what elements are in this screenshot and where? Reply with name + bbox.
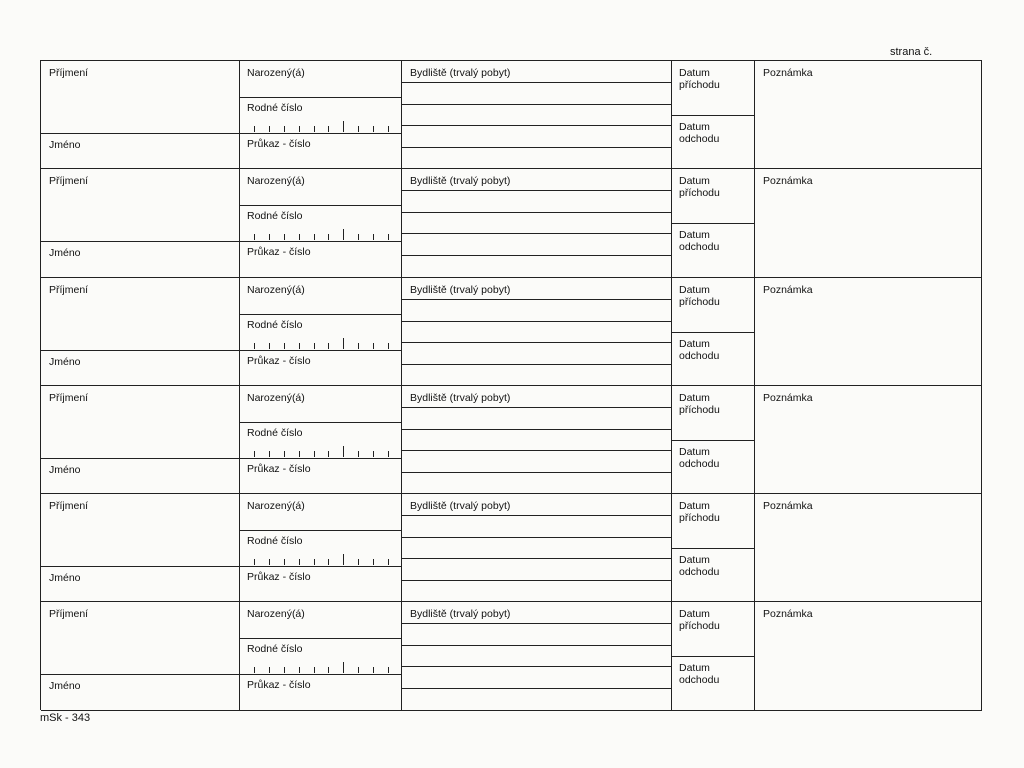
address-cell[interactable] [402, 61, 672, 168]
birth-number-label: Rodné číslo [247, 102, 303, 114]
surname-label: Příjmení [49, 500, 89, 513]
birth-id-cell[interactable] [240, 386, 402, 493]
address-line [402, 82, 671, 83]
born-divider [240, 422, 401, 423]
page-number-label: strana č. [890, 46, 933, 58]
first-name-label: Jméno [49, 572, 81, 585]
digit-tick [388, 343, 389, 349]
arrival-date-label: Datum příchodu [679, 283, 720, 308]
address-line [402, 429, 671, 430]
record-row [41, 494, 982, 602]
digit-tick [328, 234, 329, 240]
birth-number-label: Rodné číslo [247, 535, 303, 548]
arrival-date-label: Datum příchodu [679, 608, 720, 633]
note-cell[interactable] [755, 169, 982, 276]
digit-tick [328, 126, 329, 132]
address-line [402, 688, 671, 689]
address-cell[interactable] [402, 494, 672, 601]
address-cell[interactable] [402, 602, 672, 709]
id-divider [240, 350, 401, 351]
birth-id-cell[interactable] [240, 494, 402, 601]
digit-tick [373, 451, 374, 457]
address-line [402, 537, 671, 538]
digit-tick [358, 126, 359, 132]
form-code: mSk - 343 [40, 712, 91, 724]
dates-divider [672, 440, 754, 441]
digit-tick [269, 559, 270, 565]
birth-number-ticks [254, 339, 387, 349]
record-row [41, 61, 982, 169]
address-line [402, 255, 671, 256]
dates-cell[interactable] [672, 169, 755, 276]
birth-id-cell[interactable] [240, 602, 402, 709]
surname-label: Příjmení [49, 175, 89, 188]
departure-date-label: Datum odchodu [679, 445, 720, 470]
name-divider [41, 133, 239, 134]
address-line [402, 125, 671, 126]
digit-tick [314, 343, 315, 349]
address-line [402, 472, 671, 473]
departure-date-label: Datum odchodu [679, 554, 720, 579]
digit-tick [328, 451, 329, 457]
digit-tick [388, 451, 389, 457]
note-cell[interactable] [755, 278, 982, 385]
id-card-label: Průkaz - číslo [247, 138, 311, 150]
dates-divider [672, 223, 754, 224]
id-divider [240, 133, 401, 134]
record-row [41, 278, 982, 386]
born-label: Narozený(á) [247, 283, 305, 296]
digit-tick [284, 451, 285, 457]
digit-tick [269, 451, 270, 457]
digit-tick [314, 126, 315, 132]
digit-tick [254, 451, 255, 457]
dates-cell[interactable] [672, 278, 755, 385]
address-line [402, 580, 671, 581]
address-line [402, 515, 671, 516]
name-cell[interactable] [41, 61, 240, 168]
digit-tick [254, 667, 255, 673]
address-line [402, 321, 671, 322]
birth-number-label: Rodné číslo [247, 643, 303, 656]
digit-tick [328, 343, 329, 349]
address-label: Bydliště (trvalý pobyt) [410, 283, 511, 296]
digit-tick [388, 667, 389, 673]
address-label: Bydliště (trvalý pobyt) [410, 67, 511, 79]
address-line [402, 299, 671, 300]
birth-number-ticks [254, 663, 387, 673]
first-name-label: Jméno [49, 247, 81, 260]
departure-date-label: Datum odchodu [679, 121, 720, 145]
digit-tick [373, 234, 374, 240]
address-line [402, 645, 671, 646]
id-card-label: Průkaz - číslo [247, 571, 311, 584]
name-divider [41, 674, 239, 675]
digit-tick [343, 338, 344, 349]
digit-tick [343, 229, 344, 240]
digit-tick [388, 234, 389, 240]
note-cell[interactable] [755, 386, 982, 493]
born-divider [240, 638, 401, 639]
digit-tick [299, 126, 300, 132]
digit-tick [343, 554, 344, 565]
arrival-date-label: Datum příchodu [679, 175, 720, 200]
note-cell[interactable] [755, 602, 982, 709]
dates-divider [672, 332, 754, 333]
digit-tick [254, 343, 255, 349]
born-label: Narozený(á) [247, 391, 305, 404]
arrival-date-label: Datum příchodu [679, 500, 720, 525]
id-card-label: Průkaz - číslo [247, 462, 311, 475]
birth-id-cell[interactable] [240, 169, 402, 276]
departure-date-label: Datum odchodu [679, 229, 720, 254]
digit-tick [299, 234, 300, 240]
name-cell[interactable] [41, 494, 240, 601]
birth-number-label: Rodné číslo [247, 426, 303, 439]
name-cell[interactable] [41, 169, 240, 276]
surname-label: Příjmení [49, 67, 89, 79]
digit-tick [328, 667, 329, 673]
arrival-date-label: Datum příchodu [679, 391, 720, 416]
digit-tick [373, 126, 374, 132]
digit-tick [254, 126, 255, 132]
dates-cell[interactable] [672, 386, 755, 493]
name-divider [41, 458, 239, 459]
address-cell[interactable] [402, 169, 672, 276]
birth-number-label: Rodné číslo [247, 210, 303, 223]
digit-tick [358, 234, 359, 240]
name-cell[interactable] [41, 602, 240, 709]
digit-tick [328, 559, 329, 565]
dates-cell[interactable] [672, 602, 755, 709]
address-line [402, 623, 671, 624]
digit-tick [299, 559, 300, 565]
birth-number-ticks [254, 555, 387, 565]
dates-cell[interactable] [672, 61, 755, 168]
address-line [402, 364, 671, 365]
id-divider [240, 674, 401, 675]
digit-tick [314, 234, 315, 240]
digit-tick [314, 667, 315, 673]
digit-tick [358, 451, 359, 457]
id-divider [240, 241, 401, 242]
address-line [402, 558, 671, 559]
born-label: Narozený(á) [247, 608, 305, 621]
digit-tick [254, 559, 255, 565]
address-label: Bydliště (trvalý pobyt) [410, 391, 511, 404]
digit-tick [343, 662, 344, 673]
digit-tick [358, 559, 359, 565]
birth-number-ticks [254, 230, 387, 240]
address-label: Bydliště (trvalý pobyt) [410, 175, 511, 188]
digit-tick [373, 343, 374, 349]
digit-tick [284, 126, 285, 132]
address-line [402, 342, 671, 343]
address-label: Bydliště (trvalý pobyt) [410, 500, 511, 513]
id-card-label: Průkaz - číslo [247, 246, 311, 259]
address-line [402, 104, 671, 105]
note-label: Poznámka [763, 283, 813, 296]
surname-label: Příjmení [49, 391, 89, 404]
note-label: Poznámka [763, 608, 813, 621]
address-line [402, 190, 671, 191]
address-cell[interactable] [402, 386, 672, 493]
departure-date-label: Datum odchodu [679, 662, 720, 687]
digit-tick [299, 451, 300, 457]
born-divider [240, 97, 401, 98]
arrival-date-label: Datum příchodu [679, 67, 720, 91]
digit-tick [388, 126, 389, 132]
name-divider [41, 566, 239, 567]
digit-tick [284, 234, 285, 240]
note-cell[interactable] [755, 61, 982, 168]
digit-tick [343, 446, 344, 457]
name-divider [41, 350, 239, 351]
digit-tick [314, 559, 315, 565]
birth-id-cell[interactable] [240, 278, 402, 385]
born-divider [240, 530, 401, 531]
departure-date-label: Datum odchodu [679, 337, 720, 362]
born-label: Narozený(á) [247, 500, 305, 513]
address-line [402, 666, 671, 667]
digit-tick [299, 343, 300, 349]
digit-tick [373, 559, 374, 565]
record-row [41, 169, 982, 277]
first-name-label: Jméno [49, 463, 81, 476]
id-card-label: Průkaz - číslo [247, 679, 311, 692]
born-divider [240, 205, 401, 206]
digit-tick [254, 234, 255, 240]
note-label: Poznámka [763, 67, 813, 79]
birth-number-ticks [254, 447, 387, 457]
address-label: Bydliště (trvalý pobyt) [410, 608, 511, 621]
name-divider [41, 241, 239, 242]
born-label: Narozený(á) [247, 175, 305, 188]
digit-tick [314, 451, 315, 457]
first-name-label: Jméno [49, 355, 81, 368]
dates-divider [672, 115, 754, 116]
dates-divider [672, 656, 754, 657]
surname-label: Příjmení [49, 608, 89, 621]
guest-register-form [40, 60, 982, 710]
note-label: Poznámka [763, 391, 813, 404]
address-line [402, 407, 671, 408]
digit-tick [269, 234, 270, 240]
digit-tick [358, 667, 359, 673]
id-divider [240, 458, 401, 459]
born-divider [240, 314, 401, 315]
record-row [41, 386, 982, 494]
note-cell[interactable] [755, 494, 982, 601]
digit-tick [269, 667, 270, 673]
digit-tick [284, 343, 285, 349]
digit-tick [284, 559, 285, 565]
birth-number-ticks [254, 122, 387, 132]
digit-tick [269, 126, 270, 132]
digit-tick [373, 667, 374, 673]
digit-tick [343, 121, 344, 132]
address-line [402, 233, 671, 234]
digit-tick [299, 667, 300, 673]
name-cell[interactable] [41, 278, 240, 385]
first-name-label: Jméno [49, 680, 81, 693]
digit-tick [284, 667, 285, 673]
record-row [41, 602, 982, 710]
address-line [402, 450, 671, 451]
name-cell[interactable] [41, 386, 240, 493]
note-label: Poznámka [763, 175, 813, 188]
id-divider [240, 566, 401, 567]
id-card-label: Průkaz - číslo [247, 354, 311, 367]
birth-number-label: Rodné číslo [247, 318, 303, 331]
first-name-label: Jméno [49, 139, 81, 151]
born-label: Narozený(á) [247, 67, 305, 79]
surname-label: Příjmení [49, 283, 89, 296]
birth-id-cell[interactable] [240, 61, 402, 168]
address-line [402, 147, 671, 148]
dates-divider [672, 548, 754, 549]
address-line [402, 212, 671, 213]
address-cell[interactable] [402, 278, 672, 385]
digit-tick [388, 559, 389, 565]
dates-cell[interactable] [672, 494, 755, 601]
digit-tick [358, 343, 359, 349]
note-label: Poznámka [763, 500, 813, 513]
digit-tick [269, 343, 270, 349]
